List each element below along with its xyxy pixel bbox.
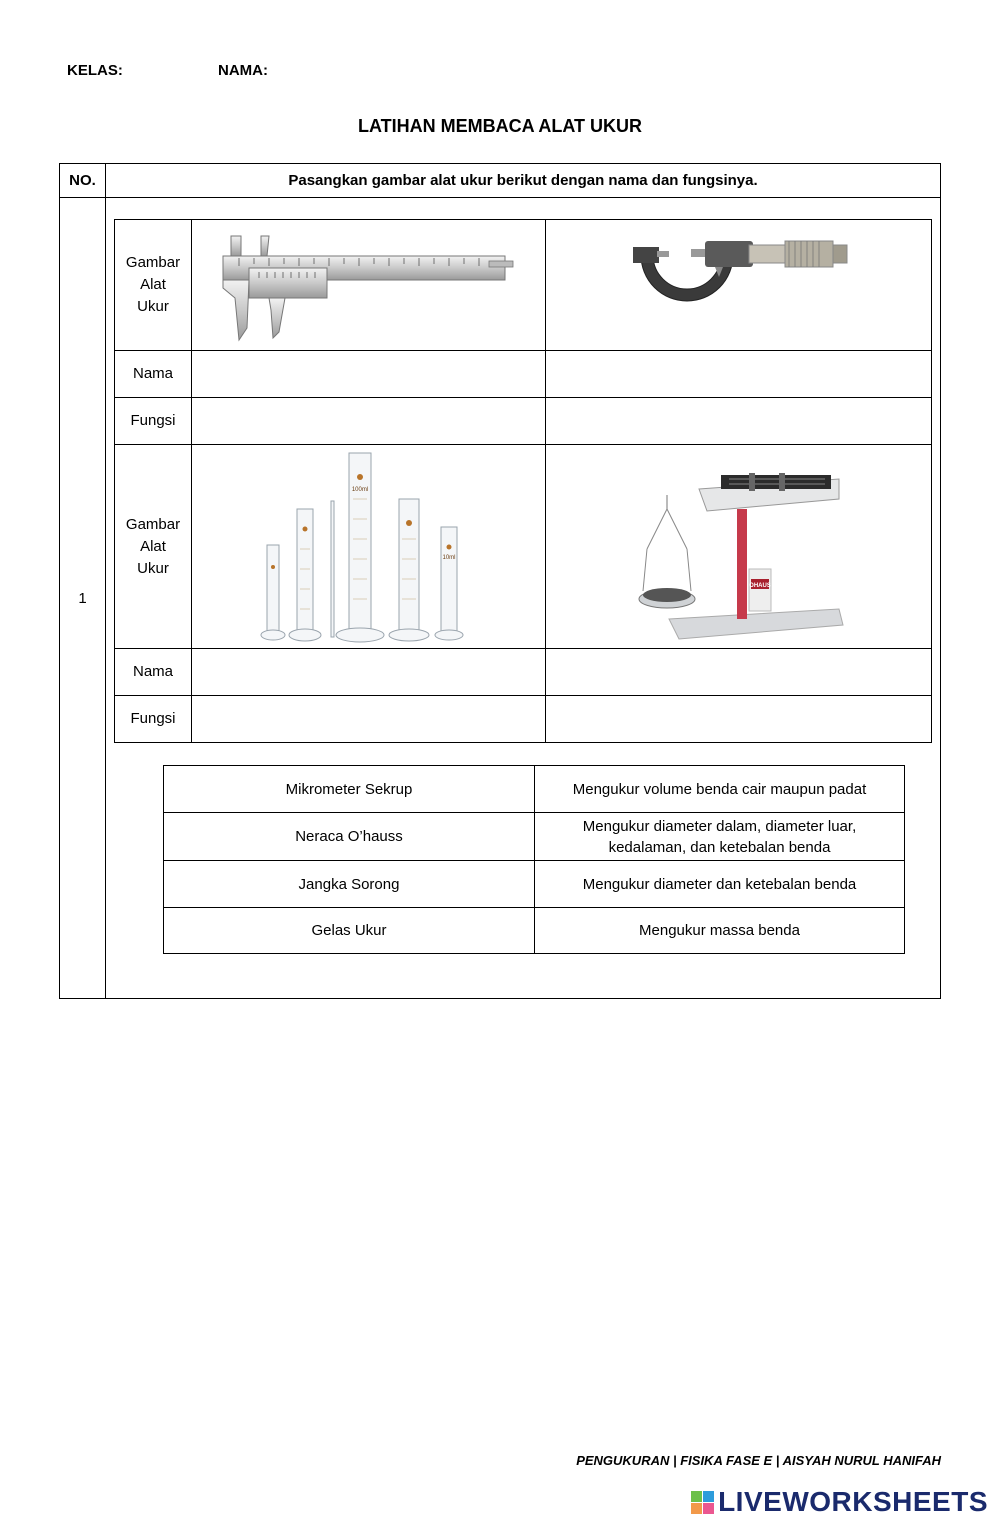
nama-label: NAMA: [218,62,268,79]
micrometer-image [546,220,931,350]
instruction-header: Pasangkan gambar alat ukur berikut dengan nama dan fungsinya. [288,172,758,189]
row-number: 1 [78,589,87,607]
answer-name-2[interactable]: Neraca O’hauss [295,828,403,845]
ohaus-brand-label: OHAUS [748,583,771,589]
answer-function-4[interactable]: Mengukur massa benda [639,922,800,939]
gambar-label-1: Gambar Alat Ukur [125,254,181,315]
cylinder-100ml-label: 100ml [351,487,368,493]
nama-dropzone-balance[interactable] [546,649,931,695]
graduated-cylinders-image [192,445,545,648]
kelas-label: KELAS: [67,62,123,79]
answer-bank-table [163,765,905,954]
cylinder-10ml-label: 10ml [441,555,456,561]
column-no-header: NO. [69,172,96,189]
answer-name-1[interactable]: Mikrometer Sekrup [285,780,413,798]
answer-name-4[interactable]: Gelas Ukur [311,922,387,939]
nama-label-1: Nama [132,365,173,382]
nama-label-2: Nama [132,663,173,680]
answer-name-3[interactable]: Jangka Sorong [298,875,400,893]
fungsi-dropzone-cylinder[interactable] [192,696,545,742]
answer-function-3[interactable]: Mengukur diameter dan ketebalan benda [582,875,857,893]
fungsi-label-1: Fungsi [130,412,176,429]
fungsi-dropzone-caliper[interactable] [192,398,545,444]
matching-grid [114,219,932,743]
ohaus-balance-image [546,445,931,648]
fungsi-label-2: Fungsi [130,710,176,727]
brand-name: LIVEWORKSHEETS [718,1486,988,1517]
nama-dropzone-cylinder[interactable] [192,649,545,695]
page-title: LATIHAN MEMBACA ALAT UKUR [358,116,642,136]
gambar-label-2: Gambar Alat Ukur [125,515,181,577]
liveworksheets-logo[interactable] [691,1486,988,1518]
footer-text: PENGUKURAN | FISIKA FASE E | AISYAH NURUL HANIFAH [576,1453,941,1468]
answer-function-2[interactable]: Mengukur diameter dalam, diameter luar, kedalaman, dan ketebalan benda [582,817,857,856]
answer-function-1[interactable]: Mengukur volume benda cair maupun padat [572,780,867,798]
nama-dropzone-micrometer[interactable] [546,351,931,397]
nama-dropzone-caliper[interactable] [192,351,545,397]
fungsi-dropzone-micrometer[interactable] [546,398,931,444]
fungsi-dropzone-balance[interactable] [546,696,931,742]
vernier-caliper-image [192,220,545,350]
liveworksheets-grid-icon [691,1491,714,1514]
